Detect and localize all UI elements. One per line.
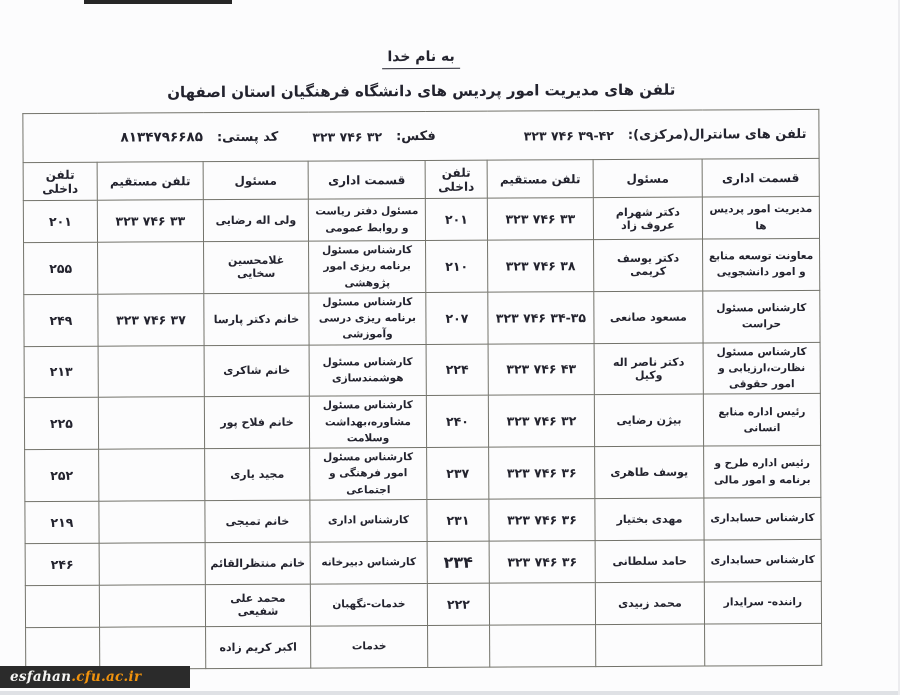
dept-cell: رئیس اداره منابع انسانی <box>703 394 820 446</box>
table-row <box>25 539 821 585</box>
person-cell: خانم شاکری <box>204 345 309 397</box>
dept-cell: کارشناس مسئول نظارت،ارزیابی و امور حقوقی <box>703 342 820 394</box>
phone-directory-table <box>22 109 822 670</box>
internal-phone-cell: ۲۵۵ <box>23 242 97 294</box>
direct-phone-cell: ۳۲۳ ۷۴۶ ۳۸ <box>488 240 594 292</box>
dept-cell: خدمات-نگهبان <box>310 583 427 626</box>
dept-cell: کارشناس اداری <box>310 499 427 542</box>
direct-phone-cell <box>98 242 204 294</box>
internal-phone-cell: ۲۴۹ <box>24 294 98 346</box>
direct-phone-cell <box>100 627 206 670</box>
dept-cell: کارشناس حسابداری <box>704 539 821 582</box>
dept-cell: رئیس اداره طرح و برنامه و امور مالی <box>704 446 821 498</box>
watermark-banner <box>0 666 190 688</box>
dept-cell: کارشناس دبیرخانه <box>310 541 427 584</box>
internal-phone-cell: ۲۲۴ <box>426 344 488 396</box>
internal-phone-cell: ۲۴۰ <box>426 396 488 448</box>
internal-phone-cell: ۲۲۲ <box>427 583 489 625</box>
internal-phone-cell: ۲۰۱ <box>425 198 487 240</box>
internal-phone-cell: ۲۵۲ <box>25 449 99 501</box>
direct-phone-cell: ۳۲۳ ۷۴۶ ۴۳ <box>488 343 594 395</box>
person-cell: خانم دکتر پارسا <box>204 293 309 345</box>
internal-phone-cell: ۲۱۳ <box>24 346 98 398</box>
dept-cell: کارشناس حسابداری <box>704 497 821 540</box>
person-cell: مجید یاری <box>205 448 310 500</box>
table-row <box>23 196 819 242</box>
column-header-person: مسئول <box>593 159 702 198</box>
person-cell: محمد علی شفیعی <box>205 584 310 627</box>
direct-phone-cell: ۳۲۳ ۷۴۶ ۳۴-۳۵ <box>488 291 594 343</box>
direct-phone-cell: ۳۲۳ ۷۴۶ ۳۳ <box>97 200 203 243</box>
internal-phone-cell: ۲۱۹ <box>25 501 99 543</box>
direct-phone-cell <box>99 501 205 544</box>
direct-phone-cell: ۳۲۳ ۷۴۶ ۳۷ <box>98 293 204 345</box>
table-row <box>25 623 821 669</box>
bismillah-heading: به نام خدا <box>382 49 459 69</box>
internal-phone-cell: ۲۱۰ <box>426 240 488 292</box>
direct-phone-cell <box>99 449 205 501</box>
internal-phone-cell: ۲۳۴ <box>427 541 489 583</box>
internal-phone-cell: ۲۳۱ <box>427 499 489 541</box>
internal-phone-cell <box>25 627 99 669</box>
dept-cell: کارشناس مسئول برنامه ریزی امور پژوهشی <box>309 240 426 292</box>
person-cell: مسعود صانعی <box>594 291 703 343</box>
internal-phone-cell: ۲۴۶ <box>25 543 99 585</box>
internal-phone-cell: ۲۳۷ <box>427 447 489 499</box>
dept-cell: راننده- سرایدار <box>704 581 821 624</box>
direct-phone-cell <box>99 543 205 586</box>
person-cell: حامد سلطانی <box>595 540 704 583</box>
person-cell: خانم فلاح پور <box>204 396 309 448</box>
column-header-person: مسئول <box>203 161 308 200</box>
person-cell: دکتر ناصر اله وکیل <box>594 343 703 395</box>
internal-phone-cell: ۲۰۷ <box>426 292 488 344</box>
fax-label: فکس: <box>396 128 436 144</box>
watermark-site-name: esfahan <box>10 669 72 685</box>
table-info-row <box>23 109 819 162</box>
person-cell: غلامحسین سخایی <box>204 241 309 293</box>
column-header-direct-phone: تلفن مستقیم <box>487 160 593 199</box>
direct-phone-cell <box>99 585 205 628</box>
dept-cell: معاونت توسعه منابع و امور دانشجویی <box>703 238 820 290</box>
person-cell: خانم تمیجی <box>205 500 310 543</box>
scanned-document <box>23 44 822 670</box>
table-row <box>25 581 821 627</box>
direct-phone-cell: ۳۲۳ ۷۴۶ ۳۶ <box>489 541 595 584</box>
person-cell: اکبر کریم زاده <box>206 626 311 669</box>
person-cell: ولی اله رضایی <box>203 199 308 242</box>
central-phone-value: ۳۲۳ ۷۴۶ ۳۹-۴۲ <box>523 127 614 143</box>
scan-artifact-line <box>84 0 232 4</box>
postal-code-value: ۸۱۳۴۷۹۶۶۸۵ <box>120 129 203 146</box>
table-row <box>23 238 819 294</box>
table-header-row <box>23 158 819 200</box>
column-header-dept: قسمت اداری <box>308 160 425 199</box>
direct-phone-cell <box>490 625 596 668</box>
internal-phone-cell: ۲۲۵ <box>24 398 98 450</box>
dept-cell: کارشناس مسئول هوشمندسازی <box>309 344 426 396</box>
direct-phone-cell <box>98 397 204 449</box>
person-cell <box>596 624 705 667</box>
watermark-site-domain: .cfu.ac.ir <box>71 669 142 685</box>
direct-phone-cell: ۳۲۳ ۷۴۶ ۳۶ <box>489 499 595 542</box>
person-cell: یوسف طاهری <box>595 446 704 498</box>
column-header-internal-phone: تلفن داخلی <box>23 162 97 200</box>
column-header-direct-phone: تلفن مستقیم <box>97 162 203 201</box>
direct-phone-cell: ۳۲۳ ۷۴۶ ۳۳ <box>487 198 593 241</box>
table-row <box>24 290 820 346</box>
table-row <box>24 342 820 398</box>
column-header-internal-phone: تلفن داخلی <box>425 160 487 198</box>
internal-phone-cell <box>25 585 99 627</box>
internal-phone-cell <box>428 625 490 667</box>
direct-phone-cell: ۳۲۳ ۷۴۶ ۳۶ <box>489 447 595 499</box>
direct-phone-cell: ۳۲۳ ۷۴۶ ۳۲ <box>488 395 594 447</box>
table-row <box>24 394 820 450</box>
person-cell: خانم منتظرالقائم <box>205 542 310 585</box>
dept-cell: مسئول دفتر ریاست و روابط عمومی <box>308 198 425 241</box>
page-title: تلفن های مدیریت امور پردیس های دانشگاه فرهنگیان استان اصفهان <box>167 80 676 102</box>
dept-cell <box>705 623 822 666</box>
scan-bottom-edge <box>0 691 900 695</box>
person-cell: دکتر یوسف کریمی <box>594 239 703 291</box>
postal-code-label: کد پستی: <box>216 129 279 145</box>
dept-cell: خدمات <box>311 625 428 668</box>
fax-value: ۳۲۳ ۷۴۶ ۳۲ <box>312 128 383 145</box>
column-header-dept: قسمت اداری <box>702 158 819 197</box>
central-phone-label: تلفن های سانترال(مرکزی): <box>627 126 807 143</box>
dept-cell: کارشناس مسئول برنامه ریزی درسی وآموزشی <box>309 292 426 344</box>
dept-cell: کارشناس مسئول مشاوره،بهداشت وسلامت <box>309 396 426 448</box>
internal-phone-cell: ۲۰۱ <box>23 200 97 242</box>
table-row <box>25 446 821 502</box>
direct-phone-cell <box>489 583 595 626</box>
dept-cell: کارشناس مسئول حراست <box>703 290 820 342</box>
person-cell: محمد زبیدی <box>595 582 704 625</box>
dept-cell: کارشناس مسئول امور فرهنگی و اجتماعی <box>310 448 427 500</box>
person-cell: دکتر شهرام عروف زاد <box>593 197 702 240</box>
person-cell: بیژن رضایی <box>594 394 703 446</box>
direct-phone-cell <box>98 345 204 397</box>
person-cell: مهدی بختیار <box>595 498 704 541</box>
info-cell <box>23 109 819 162</box>
table-row <box>25 497 821 543</box>
dept-cell: مدیریت امور پردیس ها <box>702 196 819 239</box>
